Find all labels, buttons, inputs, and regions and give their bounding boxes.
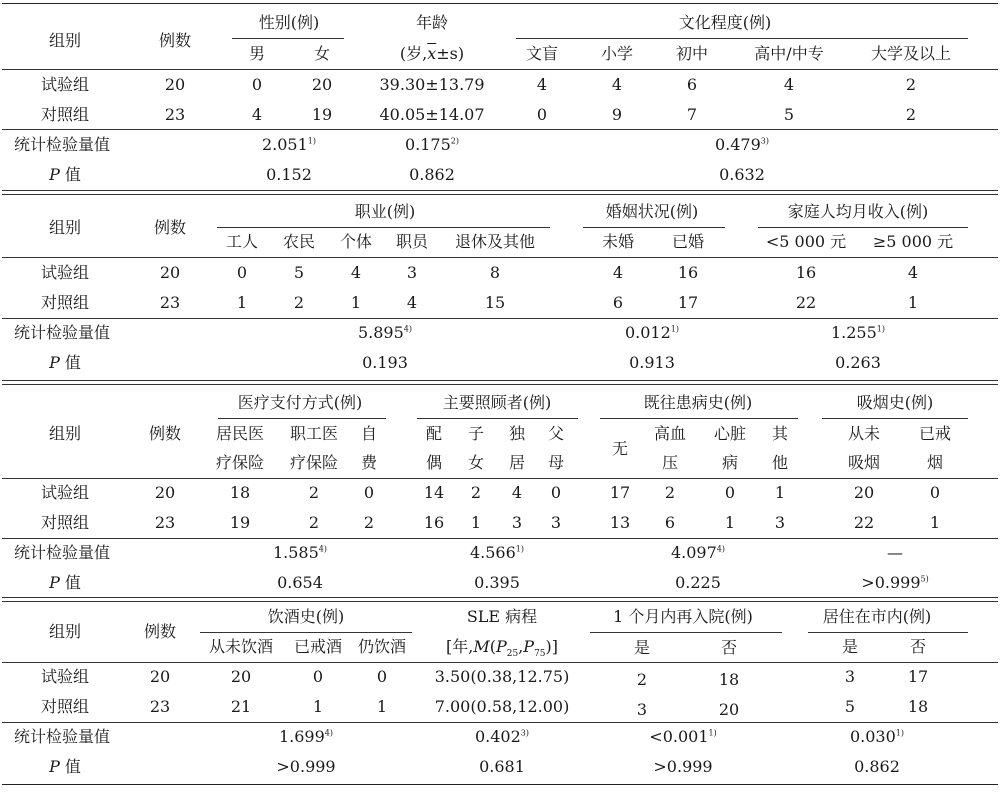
header-edu-col: 小学 xyxy=(600,44,634,63)
cell: 4 xyxy=(251,105,263,124)
cell: 39.30±13.79 xyxy=(379,75,485,94)
header-hist-col: 心脏 xyxy=(713,424,747,443)
header-income-col: <5 000 元 xyxy=(765,232,847,251)
header-sle: SLE 病程 xyxy=(466,607,538,626)
stat-value: 5.895$^{4)}$ xyxy=(357,323,413,342)
header-hist-col: 其 xyxy=(771,424,789,443)
header-rule xyxy=(822,418,968,419)
cell: 1 xyxy=(236,293,248,312)
cell: 17 xyxy=(609,483,631,502)
cell: 5 xyxy=(293,263,305,282)
row-rule xyxy=(2,538,998,539)
cell: 3 xyxy=(511,513,523,532)
cell: 1 xyxy=(907,293,919,312)
p-label: P 值 xyxy=(49,353,81,372)
cell: 9 xyxy=(611,105,623,124)
header-marriage-col: 已婚 xyxy=(671,232,705,251)
cell: 2 xyxy=(470,483,482,502)
stat-value: 0.402$^{3)}$ xyxy=(474,727,530,746)
cell: 16 xyxy=(423,513,445,532)
header-rule xyxy=(417,418,578,419)
header-bottom-rule xyxy=(2,69,998,70)
stat-label: 统计检验量值 xyxy=(14,727,111,746)
cell: 20 xyxy=(149,667,171,686)
header-care-col: 居 xyxy=(508,453,526,472)
cell: 20 xyxy=(311,75,333,94)
cell: 20 xyxy=(853,483,875,502)
row-rule xyxy=(2,318,998,319)
header-income-col: ≥5 000 元 xyxy=(872,232,954,251)
header-n: 例数 xyxy=(148,424,182,443)
p-value: 0.395 xyxy=(474,573,520,592)
stat-value: 1.699$^{4)}$ xyxy=(278,727,334,746)
header-smoke-col: 从未 xyxy=(847,424,881,443)
cell: 3 xyxy=(774,513,786,532)
p-value: >0.999 xyxy=(653,757,713,776)
header-rule xyxy=(590,632,782,633)
header-edu-col: 初中 xyxy=(675,44,709,63)
cell: 4 xyxy=(611,75,623,94)
stat-value: 1.255$^{1)}$ xyxy=(830,323,886,342)
p-value: 0.152 xyxy=(266,165,312,184)
header-care-col: 子 xyxy=(467,424,485,443)
header-rule xyxy=(200,632,412,633)
p-value: 0.862 xyxy=(854,757,900,776)
header-city-col: 否 xyxy=(909,637,927,656)
p-value: 0.225 xyxy=(675,573,721,592)
header-caregiver: 主要照顾者(例) xyxy=(442,393,552,412)
cell: 3.50(0.38,12.75) xyxy=(434,667,570,686)
section-divider xyxy=(2,190,998,195)
header-readmit-col: 否 xyxy=(720,638,738,657)
cell: 20 xyxy=(230,667,252,686)
cell: 22 xyxy=(795,293,817,312)
cell: 23 xyxy=(154,513,176,532)
cell: 19 xyxy=(229,513,251,532)
cell: 19 xyxy=(311,105,333,124)
cell: 2 xyxy=(905,75,917,94)
cell: 1 xyxy=(774,483,786,502)
p-value: 0.263 xyxy=(835,353,881,372)
stat-value: 1.585$^{4)}$ xyxy=(272,543,328,562)
row-label: 对照组 xyxy=(40,105,90,124)
header-age-unit: (岁$,\overline{x}\pm s$) xyxy=(399,44,465,63)
cell: 5 xyxy=(783,105,795,124)
header-hist-col: 高血 xyxy=(653,424,687,443)
table-bottom-rule xyxy=(2,784,998,785)
header-n: 例数 xyxy=(153,218,187,237)
header-job-col: 退休及其他 xyxy=(454,232,536,251)
cell: 22 xyxy=(853,513,875,532)
p-value: 0.654 xyxy=(277,573,323,592)
cell: 0 xyxy=(376,667,388,686)
header-smoking: 吸烟史(例) xyxy=(856,393,934,412)
header-rule xyxy=(808,632,968,633)
header-rule xyxy=(516,38,968,39)
stat-value: 4.566$^{1)}$ xyxy=(469,543,525,562)
cell: 20 xyxy=(718,700,740,719)
stat-label: 统计检验量值 xyxy=(14,543,111,562)
stat-value: 0.479$^{3)}$ xyxy=(714,135,770,154)
stat-label: 统计检验量值 xyxy=(14,135,111,154)
header-bottom-rule xyxy=(2,478,998,479)
cell: 13 xyxy=(609,513,631,532)
cell: 2 xyxy=(308,513,320,532)
header-history: 既往患病史(例) xyxy=(643,393,753,412)
cell: 2 xyxy=(293,293,305,312)
cell: 7 xyxy=(686,105,698,124)
header-group: 组别 xyxy=(48,31,82,50)
header-group: 组别 xyxy=(48,424,82,443)
cell: 4 xyxy=(406,293,418,312)
cell: 8 xyxy=(489,263,501,282)
header-edu-col: 大学及以上 xyxy=(870,44,952,63)
header-n: 例数 xyxy=(143,622,177,641)
stat-value: 2.051$^{1)}$ xyxy=(261,135,317,154)
p-value: >0.999 xyxy=(276,757,336,776)
cell: 3 xyxy=(550,513,562,532)
header-sex: 性别(例) xyxy=(258,13,320,32)
cell: 20 xyxy=(159,263,181,282)
stat-value: 4.097$^{4)}$ xyxy=(670,543,726,562)
stat-value: 0.012$^{1)}$ xyxy=(624,323,680,342)
cell: 18 xyxy=(907,697,929,716)
cell: 18 xyxy=(718,670,740,689)
cell: 1 xyxy=(376,697,388,716)
p-value: 0.632 xyxy=(719,165,765,184)
header-care-col: 独 xyxy=(508,424,526,443)
cell: 40.05±14.07 xyxy=(379,105,485,124)
cell: 6 xyxy=(612,293,624,312)
cell: 4 xyxy=(907,263,919,282)
cell: 1 xyxy=(312,697,324,716)
header-hist-col: 他 xyxy=(771,453,789,472)
p-label: P 值 xyxy=(49,757,81,776)
row-label: 对照组 xyxy=(40,513,90,532)
p-value: 0.862 xyxy=(409,165,455,184)
row-label: 试验组 xyxy=(40,263,90,282)
cell: 5 xyxy=(844,697,856,716)
header-female: 女 xyxy=(313,44,331,63)
header-smoke-col: 烟 xyxy=(926,453,944,472)
cell: 0 xyxy=(236,263,248,282)
cell: 3 xyxy=(406,263,418,282)
cell: 3 xyxy=(844,667,856,686)
header-smoke-col: 已戒 xyxy=(918,424,952,443)
row-label: 试验组 xyxy=(40,667,90,686)
cell: 0 xyxy=(363,483,375,502)
header-bottom-rule xyxy=(2,662,998,663)
row-label: 对照组 xyxy=(40,293,90,312)
cell: 1 xyxy=(929,513,941,532)
header-pay-col: 自 xyxy=(360,424,378,443)
cell: 0 xyxy=(929,483,941,502)
cell: 23 xyxy=(159,293,181,312)
header-care-col: 偶 xyxy=(425,453,443,472)
header-care-col: 父 xyxy=(547,424,565,443)
header-age: 年龄 xyxy=(415,13,449,32)
cell: 18 xyxy=(229,483,251,502)
cell: 15 xyxy=(484,293,506,312)
stat-value: 0.030$^{1)}$ xyxy=(849,727,905,746)
header-care-col: 配 xyxy=(425,424,443,443)
header-rule xyxy=(758,227,968,228)
p-value: 0.913 xyxy=(629,353,675,372)
cell: 20 xyxy=(154,483,176,502)
cell: 16 xyxy=(677,263,699,282)
header-rule xyxy=(600,418,798,419)
row-label: 试验组 xyxy=(40,75,90,94)
p-value: $>0.999^{5)}$ xyxy=(861,573,929,592)
header-n: 例数 xyxy=(158,31,192,50)
header-group: 组别 xyxy=(48,218,82,237)
cell: 4 xyxy=(536,75,548,94)
header-drink-col: 仍饮酒 xyxy=(357,637,407,656)
p-value: 0.193 xyxy=(362,353,408,372)
header-drinking: 饮酒史(例) xyxy=(267,607,345,626)
header-rule xyxy=(217,227,550,228)
header-pay-col: 居民医 xyxy=(215,424,265,443)
row-rule xyxy=(2,129,998,130)
header-city-col: 是 xyxy=(841,637,859,656)
header-income: 家庭人均月收入(例) xyxy=(787,202,929,221)
header-hist-col: 压 xyxy=(661,453,679,472)
cell: 0 xyxy=(536,105,548,124)
stat-value: — xyxy=(887,543,903,562)
header-job-col: 职员 xyxy=(395,232,429,251)
header-bottom-rule xyxy=(2,257,998,258)
header-pay-col: 疗保险 xyxy=(289,453,339,472)
cell: 4 xyxy=(783,75,795,94)
header-sle-unit: [年$,M(P_{25},P_{75})$] xyxy=(446,637,558,660)
header-edu-col: 高中/中专 xyxy=(754,44,824,63)
header-drink-col: 已戒酒 xyxy=(293,637,343,656)
cell: 4 xyxy=(612,263,624,282)
header-job-col: 农民 xyxy=(282,232,316,251)
stat-label: 统计检验量值 xyxy=(14,323,111,342)
p-value: 0.681 xyxy=(479,757,525,776)
cell: 0 xyxy=(312,667,324,686)
stat-value: 0.175$^{2)}$ xyxy=(404,135,460,154)
header-job-col: 工人 xyxy=(225,232,259,251)
cell: 1 xyxy=(350,293,362,312)
cell: 23 xyxy=(164,105,186,124)
header-pay-col: 职工医 xyxy=(289,424,339,443)
header-payment: 医疗支付方式(例) xyxy=(237,393,363,412)
cell: 2 xyxy=(664,483,676,502)
header-marriage: 婚姻状况(例) xyxy=(605,202,699,221)
header-hist-none: 无 xyxy=(611,439,629,458)
cell: 4 xyxy=(350,263,362,282)
p-label: P 值 xyxy=(49,165,81,184)
cell: 17 xyxy=(677,293,699,312)
cell: 20 xyxy=(164,75,186,94)
table-top-rule xyxy=(2,3,998,4)
header-readmit-col: 是 xyxy=(633,638,651,657)
header-job: 职业(例) xyxy=(354,202,416,221)
cell: 1 xyxy=(724,513,736,532)
header-pay-col: 疗保险 xyxy=(215,453,265,472)
header-drink-col: 从未饮酒 xyxy=(208,637,274,656)
cell: 23 xyxy=(149,697,171,716)
cell: 0 xyxy=(724,483,736,502)
header-group: 组别 xyxy=(48,622,82,641)
stat-value: $<0.001^{1)}$ xyxy=(649,727,717,746)
cell: 6 xyxy=(686,75,698,94)
header-marriage-col: 未婚 xyxy=(601,232,635,251)
header-city: 居住在市内(例) xyxy=(822,607,932,626)
header-rule xyxy=(232,38,344,39)
cell: 2 xyxy=(636,670,648,689)
section-divider xyxy=(2,597,998,602)
header-care-col: 母 xyxy=(547,453,565,472)
header-edu-col: 文盲 xyxy=(525,44,559,63)
section-divider xyxy=(2,380,998,385)
header-rule xyxy=(218,418,386,419)
cell: 16 xyxy=(795,263,817,282)
cell: 4 xyxy=(511,483,523,502)
cell: 2 xyxy=(905,105,917,124)
cell: 7.00(0.58,12.00) xyxy=(434,697,570,716)
header-care-col: 女 xyxy=(467,453,485,472)
cell: 6 xyxy=(664,513,676,532)
header-smoke-col: 吸烟 xyxy=(847,453,881,472)
header-readmission: 1 个月内再入院(例) xyxy=(613,607,753,626)
p-label: P 值 xyxy=(49,573,81,592)
header-education: 文化程度(例) xyxy=(678,13,772,32)
cell: 21 xyxy=(230,697,252,716)
cell: 2 xyxy=(308,483,320,502)
cell: 3 xyxy=(636,700,648,719)
header-job-col: 个体 xyxy=(339,232,373,251)
header-pay-col: 费 xyxy=(360,453,378,472)
header-hist-col: 病 xyxy=(721,453,739,472)
cell: 0 xyxy=(251,75,263,94)
cell: 1 xyxy=(470,513,482,532)
cell: 2 xyxy=(363,513,375,532)
row-rule xyxy=(2,722,998,723)
row-label: 试验组 xyxy=(40,483,90,502)
header-rule xyxy=(583,227,725,228)
cell: 14 xyxy=(423,483,445,502)
header-male: 男 xyxy=(248,44,266,63)
row-label: 对照组 xyxy=(40,697,90,716)
cell: 0 xyxy=(550,483,562,502)
cell: 17 xyxy=(907,667,929,686)
